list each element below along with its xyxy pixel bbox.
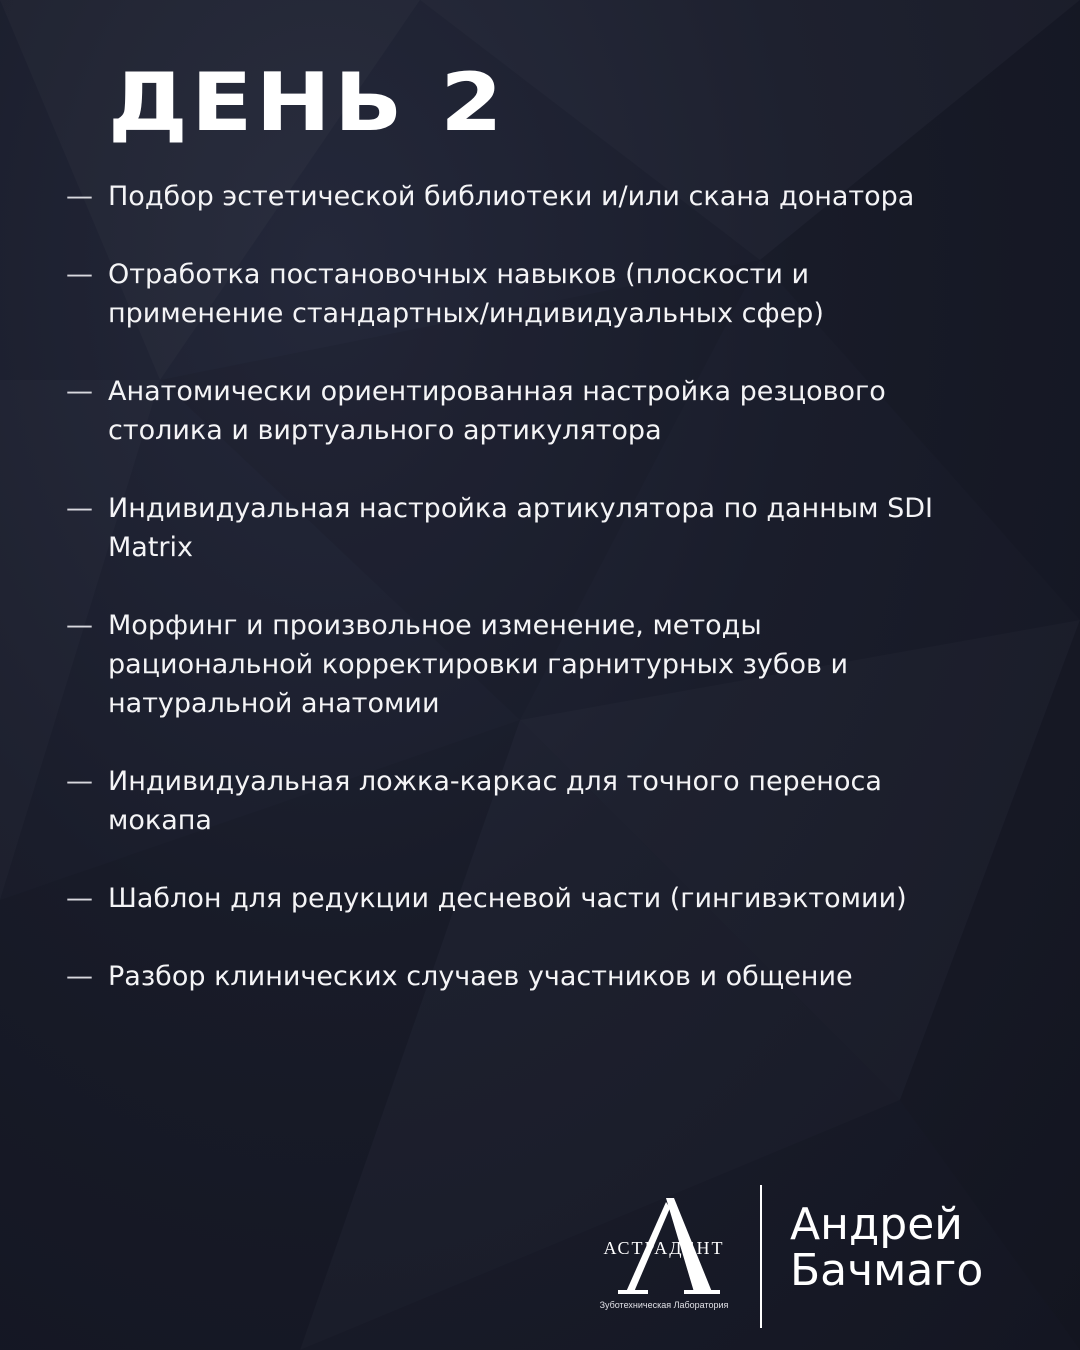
dash-bullet: — [66,766,93,797]
list-item-text: Разбор клинических случаев участников и общение [108,961,853,992]
vertical-divider [760,1185,762,1328]
list-item [66,957,966,996]
page-title: ДЕНЬ 2 [108,56,506,149]
dash-bullet: — [66,181,93,212]
list-item-text: Подбор эстетической библиотеки и/или скана донатора [108,181,915,212]
list-item [66,177,966,216]
dash-bullet: — [66,961,93,992]
dash-bullet: — [66,883,93,914]
list-item-text: Морфинг и произвольное изменение, методы рациональной корректировки гарнитурных зубов и натуральной анатомии [108,610,849,719]
list-item [66,372,966,450]
list-item-text: Анатомически ориентированная настройка резцового столика и виртуального артикулятора [108,376,886,446]
author-name [790,1199,984,1296]
list-item-text: Индивидуальная ложка-каркас для точного переноса мокапа [108,766,882,836]
list-item [66,762,966,840]
logo-name: АСТРАДЕНТ [603,1238,725,1258]
dash-bullet: — [66,493,93,524]
author-last-name: Бачмаго [790,1245,984,1296]
company-logo [588,1192,740,1317]
dash-bullet: — [66,610,93,641]
list-item [66,489,966,567]
agenda-list [66,177,966,1035]
logo-tagline: Зуботехническая Лаборатория [599,1300,729,1310]
list-item-text: Индивидуальная настройка артикулятора по данным SDI Matrix [108,493,934,563]
list-item [66,879,966,918]
dash-bullet: — [66,376,93,407]
list-item [66,255,966,333]
list-item [66,606,966,723]
author-first-name: Андрей [790,1199,963,1250]
dash-bullet: — [66,259,93,290]
list-item-text: Шаблон для редукции десневой части (гингивэктомии) [108,883,907,914]
list-item-text: Отработка постановочных навыков (плоскости и применение стандартных/индивидуальных сфер) [108,259,824,329]
